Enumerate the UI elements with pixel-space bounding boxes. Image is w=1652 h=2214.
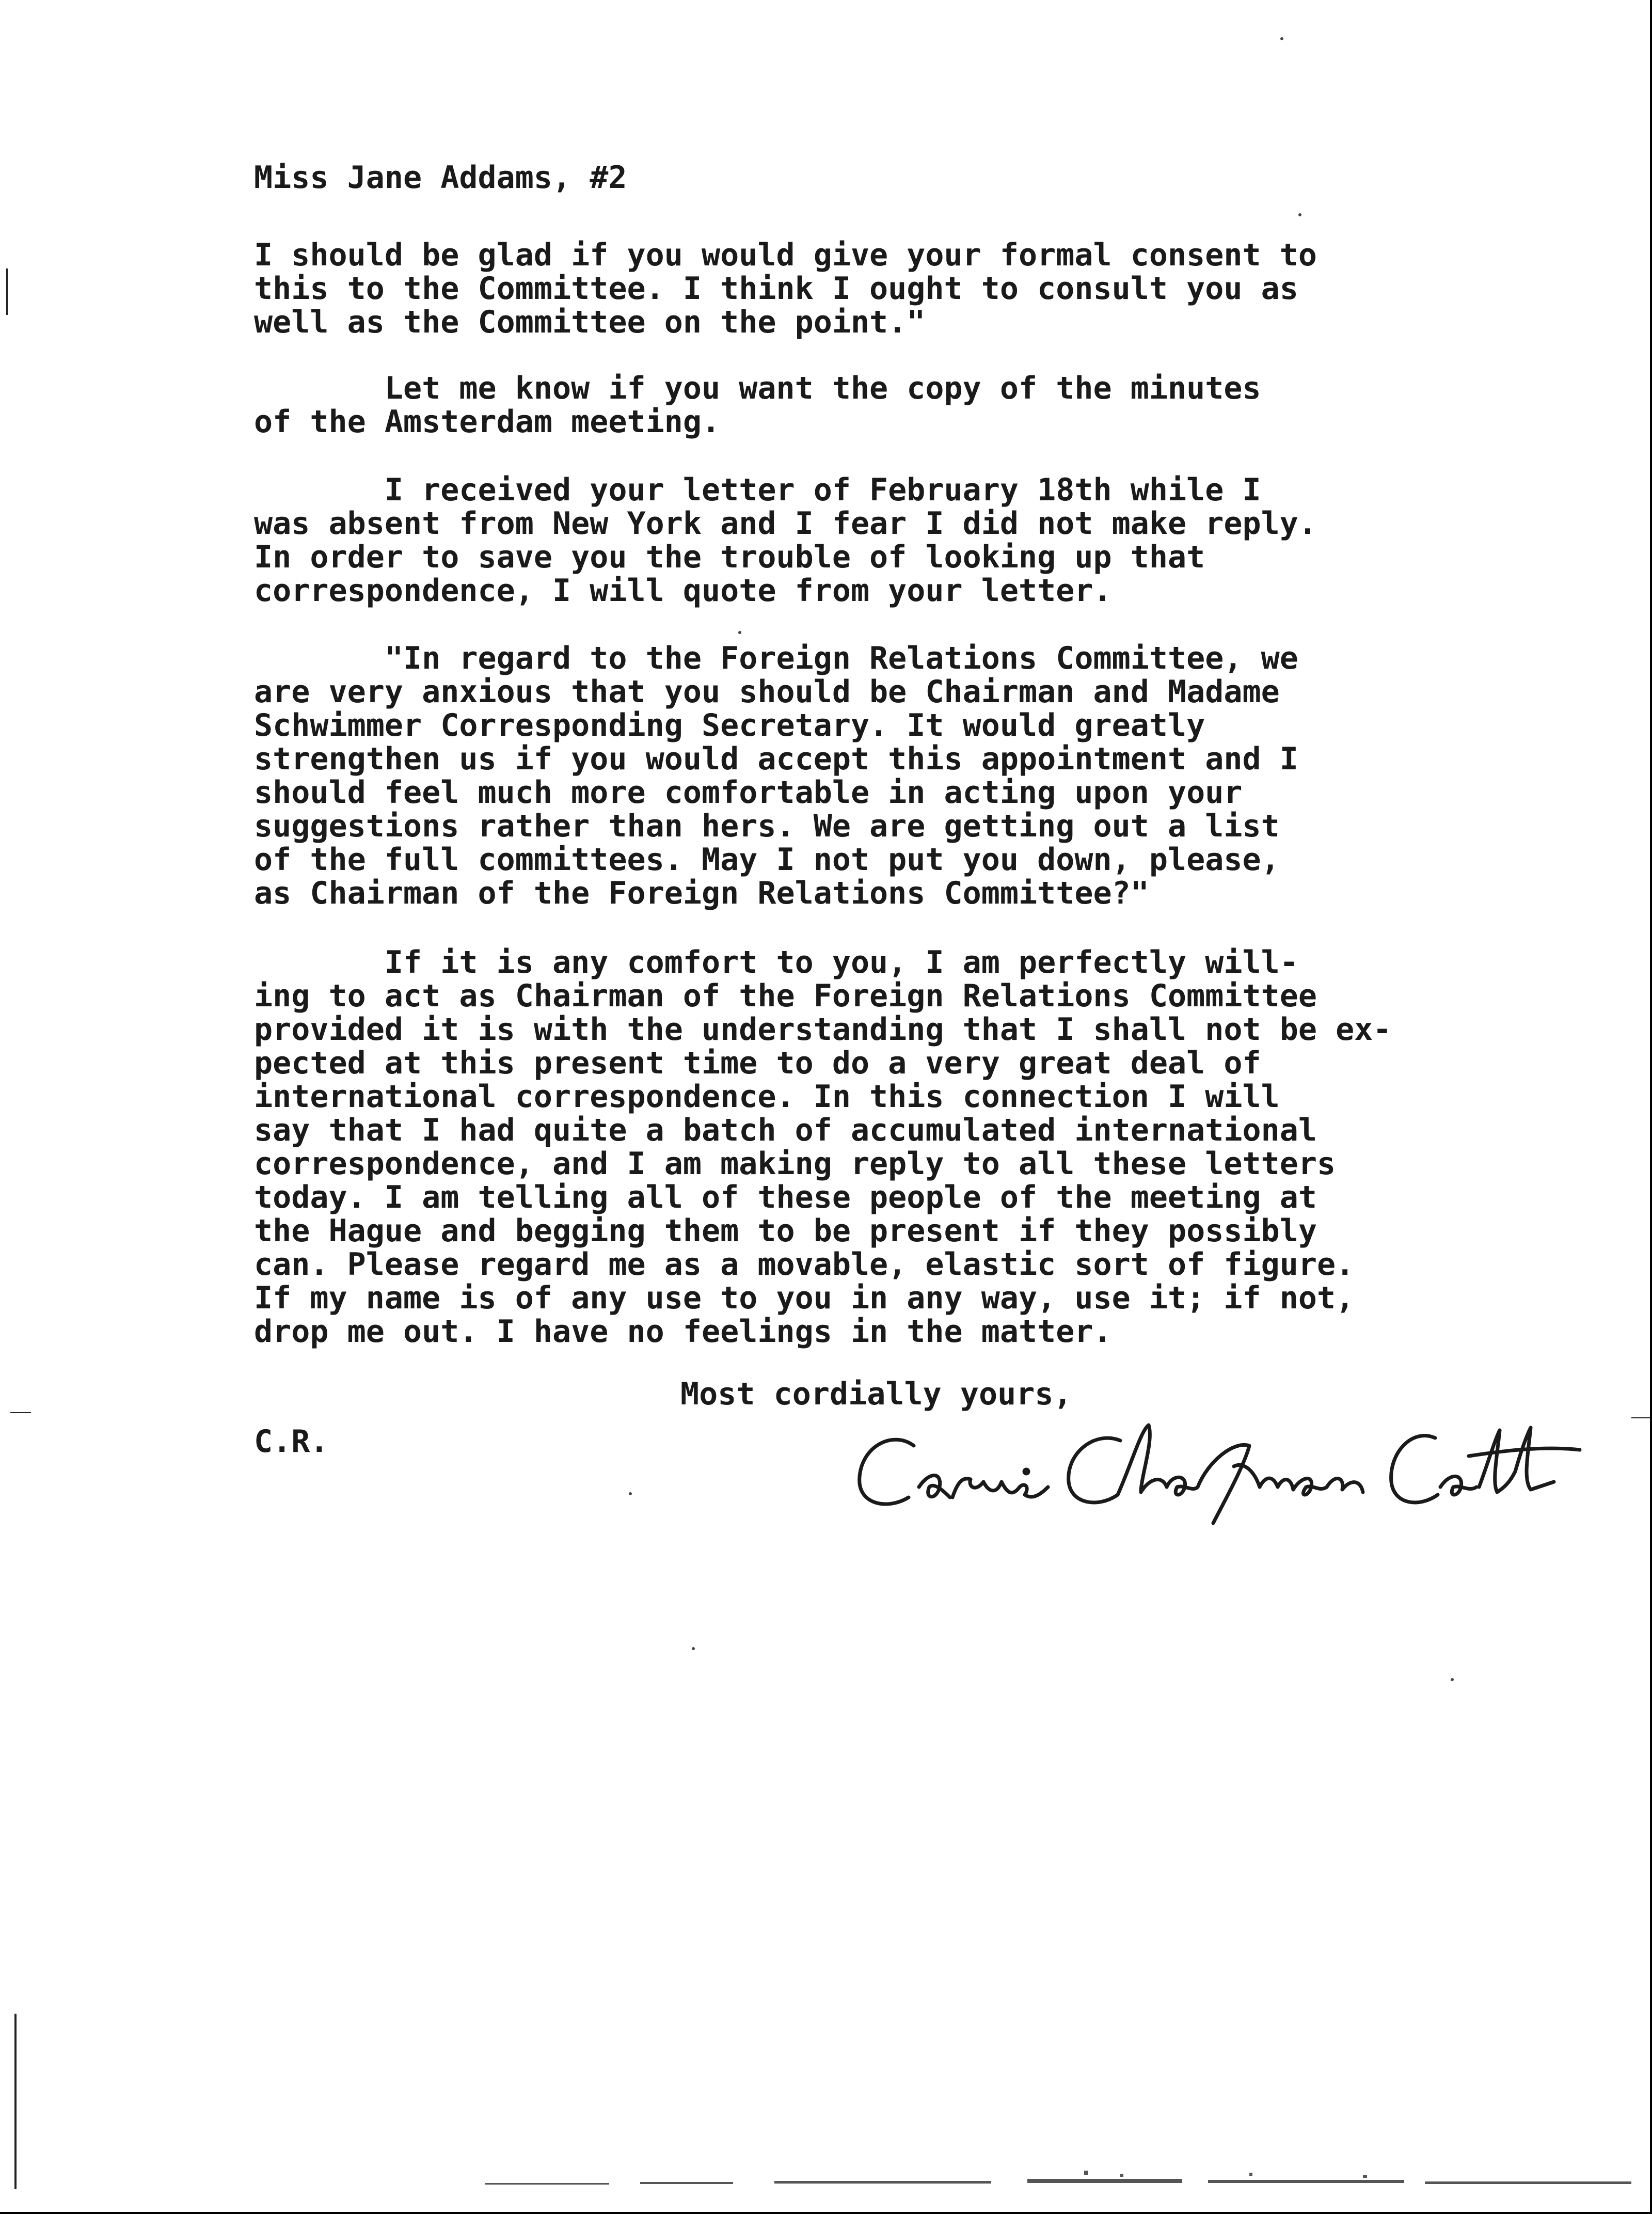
paragraph-quote: "In regard to the Foreign Relations Committee, we are very anxious that you should be Chairman and Madame Schwimmer Corresponding Secretary. It would greatly strengthen us if you would accept this appointment and I should feel much more comfortable in acting upon your suggestions rather than hers. We are getting out a list of the full committees. May I not put you down, please, as Chairman of the Foreign Relations Committee?" [254,640,1298,911]
letter-header: Miss Jane Addams, #2 [254,160,627,196]
ink-speck [738,631,741,634]
signature [852,1410,1585,1528]
scan-noise-strip [485,2169,1642,2187]
paragraph-minutes: Let me know if you want the copy of the minutes of the Amsterdam meeting. [254,370,1261,440]
scan-edge-mark [6,268,8,315]
paragraph-received-letter: I received your letter of February 18th while I was absent from New York and I fear I did not make reply. In order to save you the trouble of looking up that correspondence, I will quote from your letter. [254,472,1317,609]
scan-edge-mark [14,2014,17,2189]
ink-speck [1298,213,1301,216]
ink-speck [1280,37,1283,40]
ink-speck [692,1647,695,1650]
typist-initials: C.R. [254,1424,329,1460]
paragraph-consent: I should be glad if you would give your formal consent to this to the Committee. I think I ought to consult you as well as the Committee on the point." [254,237,1317,340]
closing-line: Most cordially yours, [680,1376,1072,1412]
scan-edge-mark [10,1412,31,1413]
ink-speck [629,1492,632,1495]
ink-speck [1451,1678,1454,1681]
paragraph-reply: If it is any comfort to you, I am perfectly will- ing to act as Chairman of the Foreign Relations Committee provided it is with the understanding that I shall not be ex- pected at this present time to do a very great deal of international correspondence. In this connection I will say that I had quite a batch of accumulated international correspondence, and I am making reply to all these letters today. I am telling all of these people of the meeting at the Hague and begging them to be present if they possibly can. Please regard me as a movable, elastic sort of figure. If my name is of any use to you in any way, use it; if not, drop me out. I have no feelings in the matter. [254,944,1392,1350]
scan-edge-mark [1631,1417,1650,1418]
